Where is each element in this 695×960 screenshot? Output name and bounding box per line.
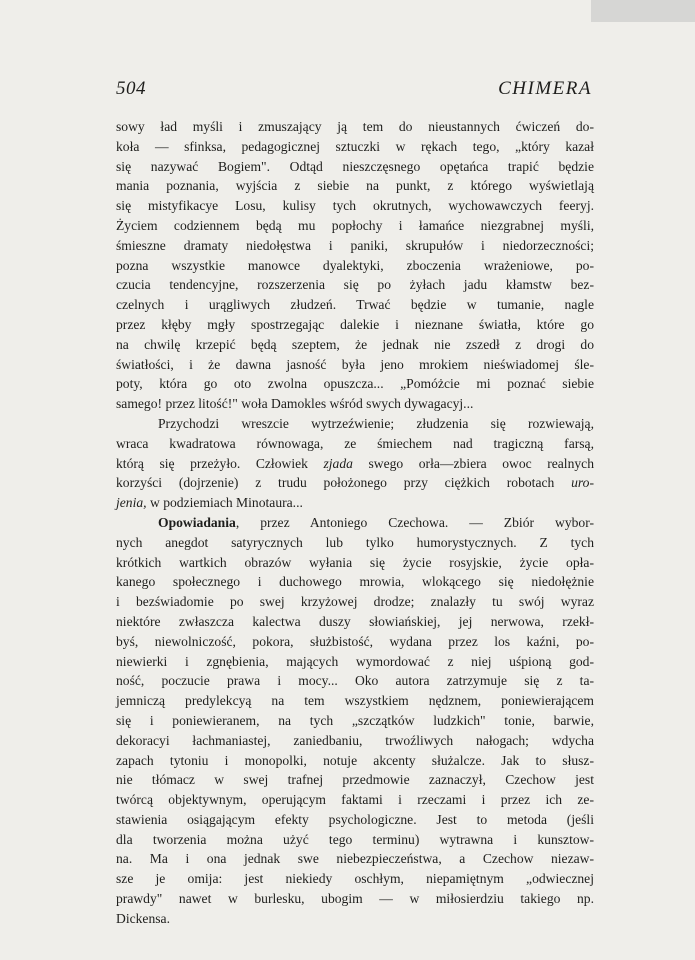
- text-line: korzyści (dojrzenie) z trudu położonego przy ciężkich robotach uro-: [116, 475, 594, 491]
- text-line: czucia tendencyjne, rozszerzenia się po żyłach jadu kłamstw bez-: [116, 277, 594, 293]
- text-line: i bezświadomie po swej krzyżowej drodze; znalazły tu swój wyraz: [116, 594, 594, 610]
- text-line: niektóre zwłaszcza kalectwa duszy słowiańskiej, jej nerwowa, rzekł-: [116, 613, 594, 629]
- page-body: [116, 117, 594, 929]
- text-line: poty, która go oto zwolna opuszcza... „Pomóżcie mi poznać siebie: [116, 376, 594, 392]
- text-line: krótkich wartkich obrazów wyłania się życie rosyjskie, życie opła-: [116, 554, 594, 570]
- text-line: światłości, i że dawna jasność była jeno mrokiem nieświadomej śle-: [116, 356, 594, 372]
- text-line: ność, poczucie prawa i mocy... Oko autora zatrzymuje się z ta-: [116, 673, 594, 689]
- text-line: którą się przeżyło. Człowiek zjada swego orła—zbiera owoc realnych: [116, 455, 595, 471]
- text-line: się i poniewieranem, na tych „szczątków ludzkich" tonie, barwie,: [116, 712, 594, 728]
- text-line: jemniczą predylekcyą na tem wszystkiem nędznem, poniewierającem: [116, 693, 594, 709]
- text-line: wraca kwadratowa równowaga, ze śmiechem nad tragiczną farsą,: [116, 435, 594, 451]
- text-line: się mistyfikacye Losu, kulisy tych okrutnych, wychowawczych feeryj.: [116, 198, 594, 214]
- emphasis-italic: uro-: [571, 475, 594, 491]
- text-line: prawdy" nawet w burlesku, ubogim — w miłosierdziu takiego np.: [116, 891, 594, 907]
- text-line: mania poznania, wyjścia z siebie na punkt, z którego wyświetlają: [116, 178, 594, 194]
- paragraph-2: [116, 414, 594, 513]
- text-line: Opowiadania, przez Antoniego Czechowa. — Zbiór wybor-: [158, 514, 594, 530]
- text-line: stawienia osiągającym efekty psychologiczne. Jest to metoda (jeśli: [116, 811, 594, 827]
- emphasis-italic: zjada: [323, 455, 353, 471]
- text-line: dla tworzenia można użyć tego terminu) wytrawna i kunsztow-: [116, 831, 594, 847]
- text-line: jenia, w podziemiach Minotaura...: [116, 495, 303, 511]
- text-line: śmieszne dramaty niedołęstwa i paniki, skrupułów i niedorzeczności;: [116, 237, 594, 253]
- text-line: się nazywać Bogiem". Odtąd nieszczęsnego opętańca trapić będzie: [116, 158, 594, 174]
- running-title: CHIMERA: [498, 78, 592, 99]
- text-line: zapach tytoniu i monopolki, notuje akcenty służalcze. Jak to słusz-: [116, 752, 594, 768]
- text-line: Dickensa.: [116, 910, 170, 926]
- text-line: sze je omija: jest niekiedy oschłym, niepamiętnym „odwiecznej: [116, 871, 594, 887]
- text-line: czelnych i urągliwych złudzeń. Trwać będzie w tumanie, nagle: [116, 297, 594, 313]
- scan-corner-shadow: [591, 0, 695, 22]
- page-number: 504: [116, 78, 146, 99]
- text-line: twórcą objektywnym, operującym faktami i rzeczami i przez ich ze-: [116, 792, 594, 808]
- text-line: samego! przez litość!" woła Damokles wśród swych dywagacyj...: [116, 396, 474, 412]
- text-line: nych anegdot satyrycznych lub tylko humorystycznych. Z tych: [116, 534, 594, 550]
- paragraph-1: [116, 117, 594, 414]
- emphasis-bold: Opowiadania: [158, 514, 236, 530]
- text-line: dekoracyi łachmaniastej, zaniedbaniu, trwoźliwych nałogach; wdycha: [116, 732, 594, 748]
- text-line: Życiem codziennem będą mu popłochy i łamańce niezgrabnej myśli,: [116, 217, 594, 233]
- text-line: koła — sfinksa, pedagogicznej sztuczki w rękach tego, „który kazał: [116, 138, 594, 154]
- text-line: kanego społecznego i duchowego mrowia, wlokącego się niedołężnie: [116, 574, 594, 590]
- text-line: na chwilę krzepić będą szeptem, że jednak nie zszedł z drogi do: [116, 336, 594, 352]
- text-line: pozna wszystkie manowce dyalektyki, zboczenia wrażeniowe, po-: [116, 257, 594, 273]
- text-line: nie tłómacz w swej trafnej przedmowie zaznaczył, Czechow jest: [116, 772, 594, 788]
- text-line: byś, niewolniczość, pokora, służbistość, wydana przez los kaźni, po-: [116, 633, 594, 649]
- text-line: niewierki i zgnębienia, mających wymordować z niej uśpioną god-: [116, 653, 594, 669]
- text-line: sowy ład myśli i zmuszający ją tem do nieustannych ćwiczeń do-: [116, 119, 594, 134]
- text-line: przez kłęby mgły spostrzegając dalekie i nieznane światła, które go: [116, 316, 594, 332]
- text-line: Przychodzi wreszcie wytrzeźwienie; złudzenia się rozwiewają,: [158, 415, 594, 431]
- emphasis-italic: jenia,: [116, 495, 147, 511]
- text-line: na. Ma i ona jednak swe niebezpieczeństwa, a Czechow niezaw-: [116, 851, 594, 867]
- page-header: [116, 78, 592, 102]
- paragraph-3: [116, 513, 594, 929]
